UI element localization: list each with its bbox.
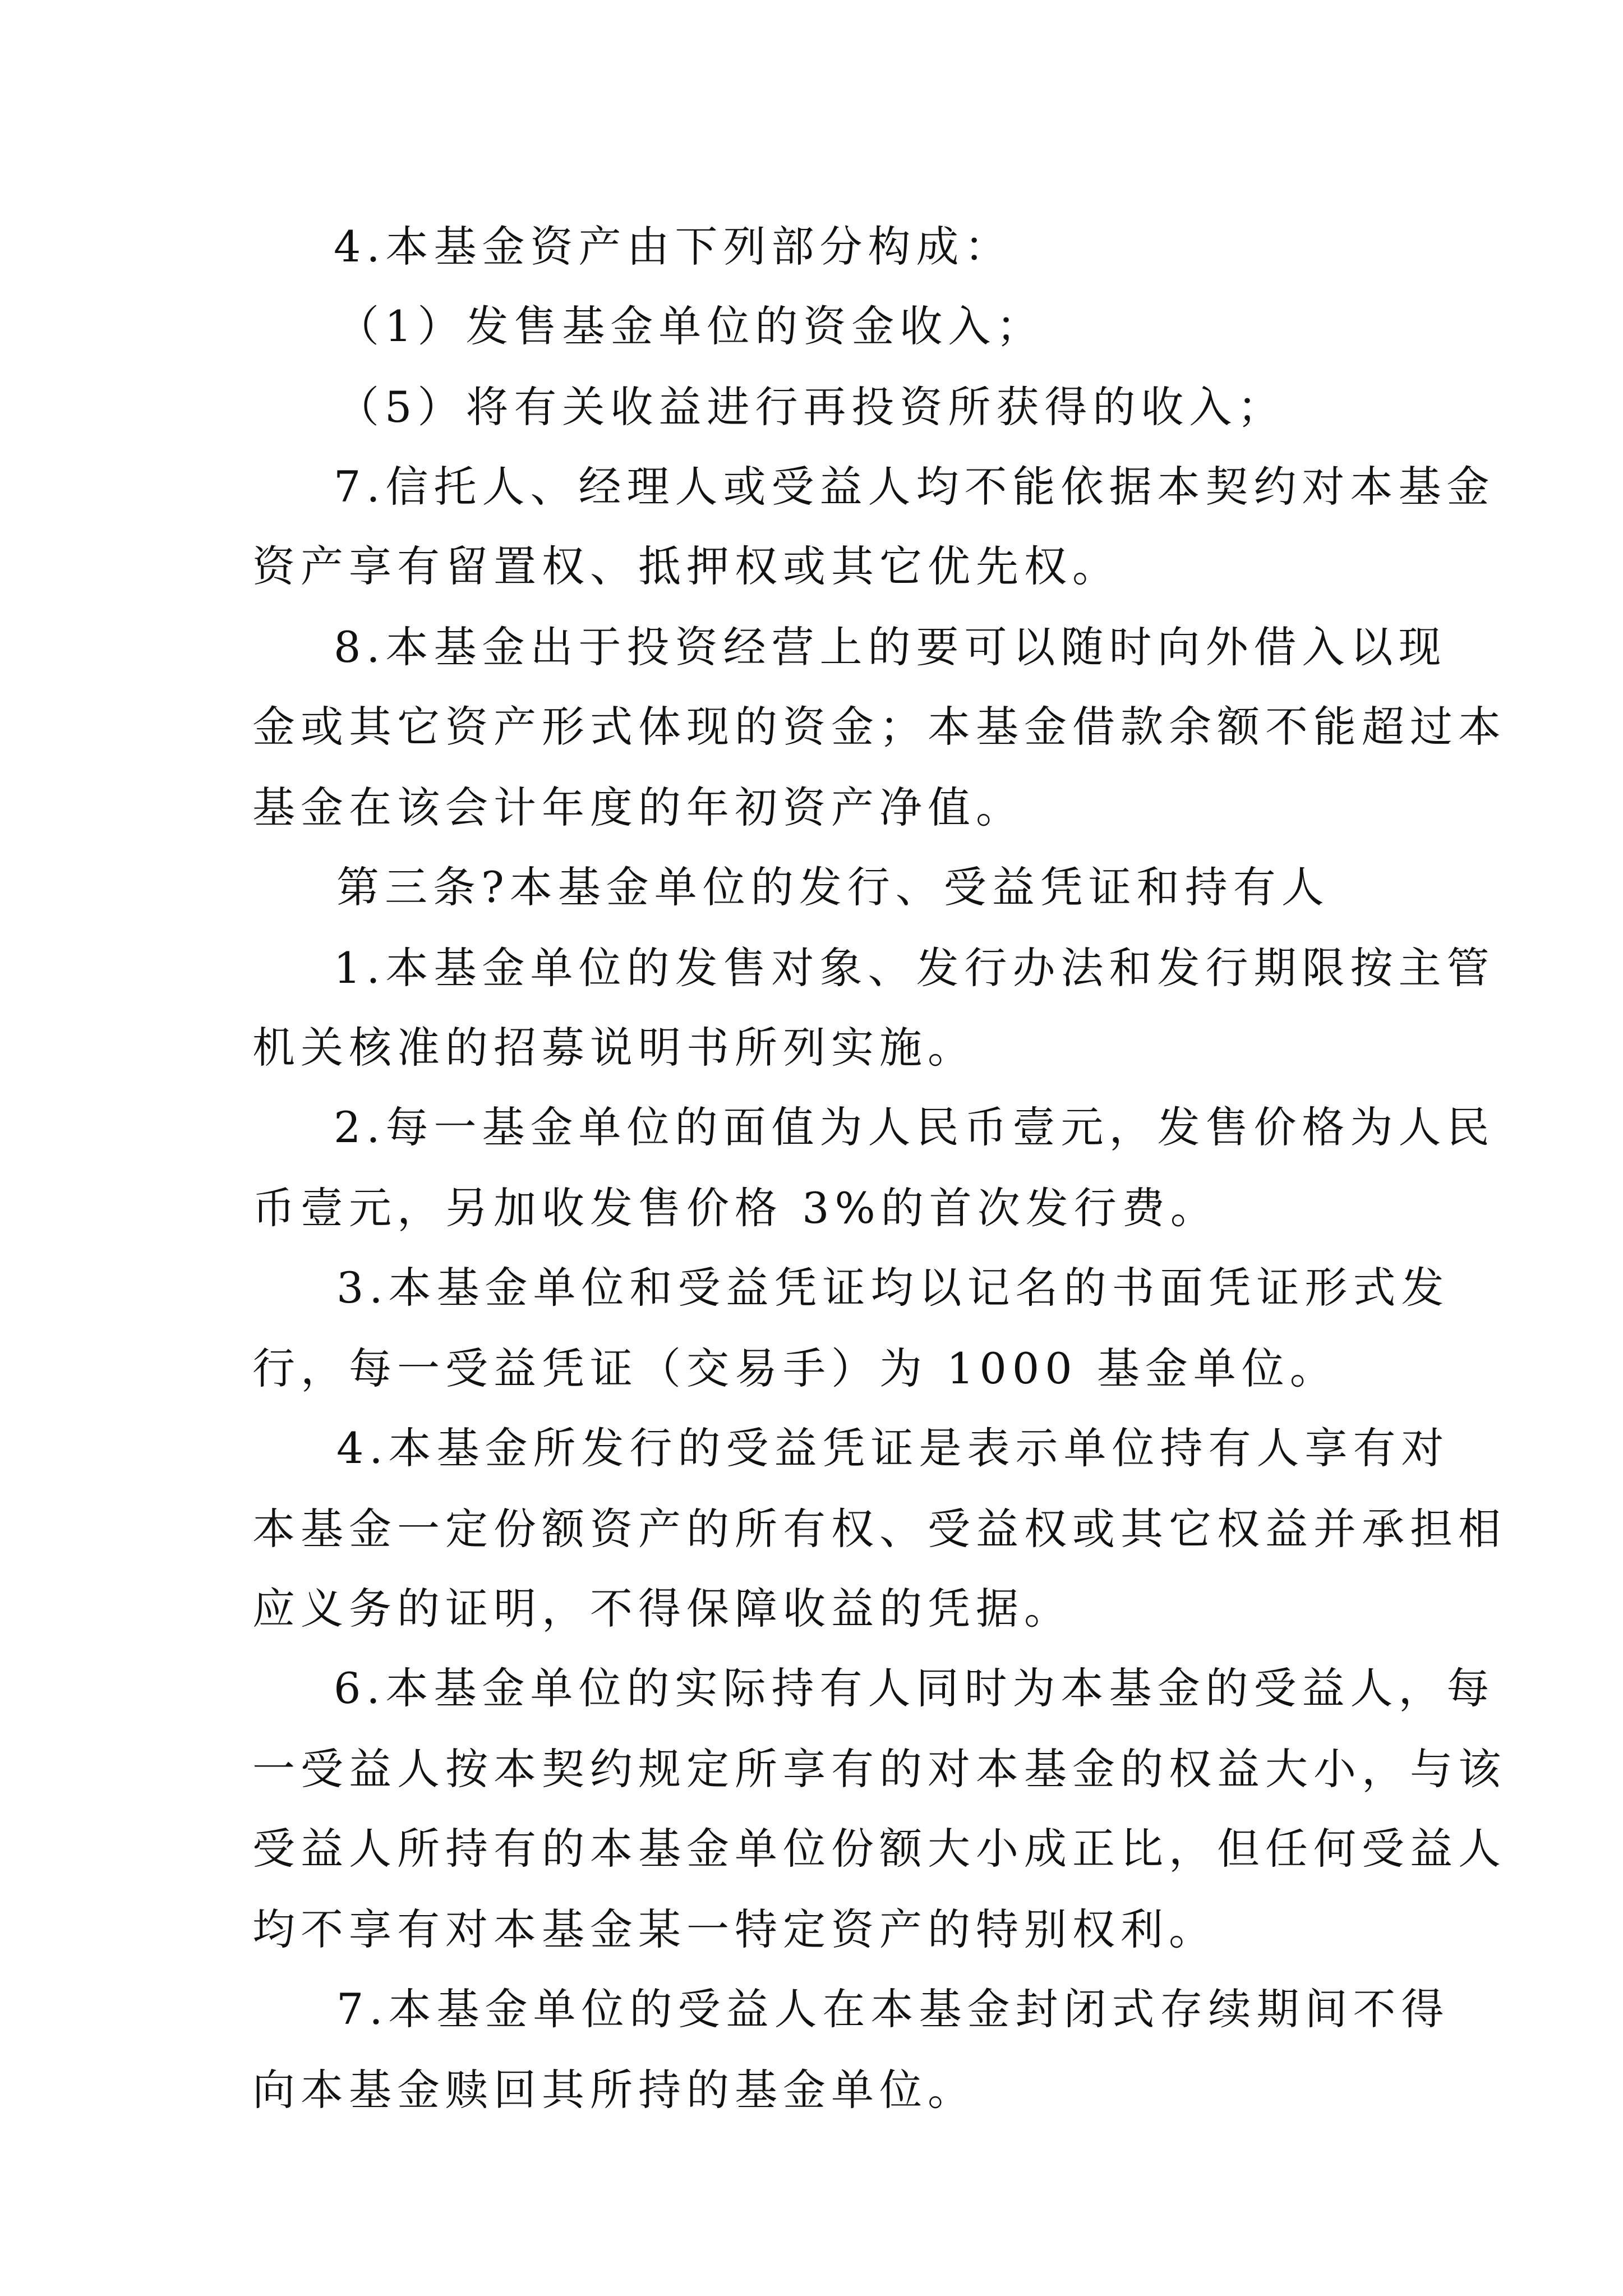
paragraph-line: 7.本基金单位的受益人在本基金封闭式存续期间不得 [336, 1984, 1450, 2034]
paragraph-line: 2.每一基金单位的面值为人民币壹元，发售价格为人民 [334, 1102, 1495, 1152]
paragraph-line: 3.本基金单位和受益凭证均以记名的书面凭证形式发 [336, 1263, 1450, 1313]
paragraph-line: 币壹元，另加收发售价格 3%的首次发行费。 [252, 1183, 1219, 1233]
paragraph-line: 8.本基金出于投资经营上的要可以随时向外借入以现 [334, 622, 1447, 672]
paragraph-line: 资产享有留置权、抵押权或其它优先权。 [252, 541, 1121, 591]
paragraph-line: 机关核准的招募说明书所列实施。 [252, 1023, 976, 1073]
paragraph-line: 4.本基金所发行的受益凭证是表示单位持有人享有对 [336, 1423, 1450, 1473]
section-heading: 第三条?本基金单位的发行、受益凭证和持有人 [336, 862, 1330, 912]
paragraph-line: 基金在该会计年度的年初资产净值。 [252, 783, 1024, 832]
paragraph-line: 均不享有对本基金某一特定资产的特别权利。 [252, 1904, 1217, 1954]
paragraph-line: （1）发售基金单位的资金收入； [336, 301, 1045, 351]
paragraph-line: 向本基金赎回其所持的基金单位。 [252, 2065, 976, 2115]
paragraph-line: 金或其它资产形式体现的资金；本基金借款余额不能超过本 [252, 702, 1506, 752]
paragraph-line: （5）将有关收益进行再投资所获得的收入； [336, 382, 1286, 432]
paragraph-line: 受益人所持有的本基金单位份额大小成正比，但任何受益人 [252, 1824, 1506, 1874]
paragraph-line: 应义务的证明，不得保障收益的凭据。 [252, 1584, 1072, 1634]
paragraph-line: 一受益人按本契约规定所享有的对本基金的权益大小，与该 [252, 1744, 1506, 1794]
paragraph-line: 4.本基金资产由下列部分构成： [334, 222, 1013, 272]
paragraph-line: 本基金一定份额资产的所有权、受益权或其它权益并承担相 [252, 1504, 1506, 1554]
paragraph-line: 行，每一受益凭证（交易手）为 1000 基金单位。 [252, 1343, 1338, 1393]
paragraph-line: 7.信托人、经理人或受益人均不能依据本契约对本基金 [334, 462, 1495, 512]
paragraph-line: 6.本基金单位的实际持有人同时为本基金的受益人，每 [334, 1663, 1495, 1713]
paragraph-line: 1.本基金单位的发售对象、发行办法和发行期限按主管 [334, 943, 1495, 993]
